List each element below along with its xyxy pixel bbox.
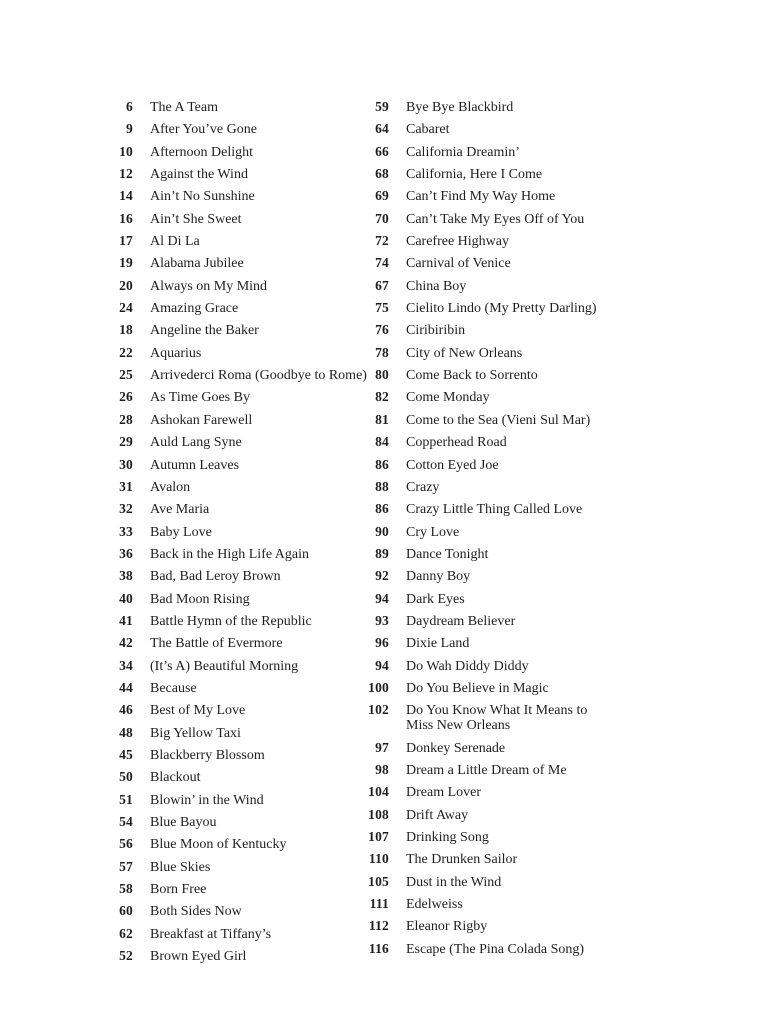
index-entry: [359, 121, 606, 137]
song-page-number: 112: [368, 918, 389, 934]
song-title: Because: [150, 680, 197, 696]
song-title: Aquarius: [150, 345, 202, 361]
song-title: Back in the High Life Again: [150, 546, 310, 562]
song-title: China Boy: [406, 278, 467, 294]
song-page-number: 52: [119, 948, 133, 964]
song-title: Big Yellow Taxi: [150, 725, 241, 741]
index-entry: [359, 322, 606, 338]
song-page-number: 104: [368, 784, 389, 800]
index-entry: [103, 278, 385, 294]
index-entry: [359, 851, 606, 867]
index-entry: [359, 457, 606, 473]
index-entry: [359, 784, 606, 800]
song-title: Always on My Mind: [150, 278, 268, 294]
song-title: Escape (The Pina Colada Song): [406, 941, 585, 957]
index-entry: [103, 457, 385, 473]
song-page-number: 48: [119, 724, 133, 740]
song-title: After You’ve Gone: [150, 122, 257, 138]
song-page-number: 110: [368, 851, 389, 867]
index-entry: [359, 300, 606, 316]
song-page-number: 46: [119, 702, 133, 718]
song-title: Dark Eyes: [406, 591, 465, 607]
index-entry: [103, 501, 385, 517]
song-title: Donkey Serenade: [406, 740, 506, 756]
index-entry: [103, 635, 385, 651]
song-title: Amazing Grace: [150, 301, 239, 317]
song-title: Baby Love: [150, 524, 212, 540]
index-entry: [103, 725, 385, 741]
index-entry: [359, 345, 606, 361]
song-title: Al Di La: [150, 234, 200, 250]
index-entry: [359, 874, 606, 890]
index-entry: [103, 524, 385, 540]
index-entry: [359, 613, 606, 629]
index-entry: [359, 918, 606, 934]
song-title: City of New Orleans: [406, 345, 523, 361]
song-page-number: 36: [119, 545, 133, 561]
song-title: (It’s A) Beautiful Morning: [150, 658, 299, 674]
song-page-number: 10: [119, 143, 133, 159]
song-page-number: 29: [119, 434, 133, 450]
index-entry: [103, 769, 385, 785]
index-entry: [359, 99, 606, 115]
song-page-number: 62: [119, 925, 133, 941]
song-page-number: 116: [368, 940, 389, 956]
song-title: Breakfast at Tiffany’s: [150, 926, 272, 942]
song-page-number: 50: [119, 769, 133, 785]
song-title: Cotton Eyed Joe: [406, 457, 499, 473]
index-entry: [103, 211, 385, 227]
song-page-number: 57: [119, 858, 133, 874]
song-page-number: 84: [375, 434, 389, 450]
song-title: Bad Moon Rising: [150, 591, 250, 607]
index-entry: [103, 188, 385, 204]
song-title: Do You Know What It Means to Miss New Orleans: [406, 703, 588, 734]
song-page-number: 75: [375, 300, 389, 316]
song-page-number: 68: [375, 166, 389, 182]
song-page-number: 28: [119, 411, 133, 427]
song-page-number: 32: [119, 501, 133, 517]
song-page-number: 69: [375, 188, 389, 204]
song-page-number: 108: [368, 806, 389, 822]
index-entry: [103, 881, 385, 897]
song-page-number: 44: [119, 679, 133, 695]
song-title: Drinking Song: [406, 830, 489, 845]
song-page-number: 105: [368, 873, 389, 889]
index-entry: [103, 434, 385, 450]
index-entry: [103, 792, 385, 808]
index-entry: [359, 807, 606, 823]
index-entry: [103, 389, 385, 405]
index-entry: [103, 680, 385, 696]
song-page-number: 34: [119, 657, 133, 673]
index-column-right: [359, 99, 606, 963]
song-title: Autumn Leaves: [150, 457, 240, 473]
index-entry: [359, 941, 606, 957]
index-entry: [103, 613, 385, 629]
index-entry: [103, 926, 385, 942]
index-entry: [103, 658, 385, 674]
song-title: Avalon: [150, 479, 191, 495]
song-title: Best of My Love: [150, 703, 246, 719]
song-page-number: 17: [119, 233, 133, 249]
song-page-number: 40: [119, 590, 133, 606]
song-title: The Drunken Sailor: [406, 852, 518, 868]
index-entry: [359, 211, 606, 227]
song-page-number: 92: [375, 568, 389, 584]
song-title: Cry Love: [406, 524, 460, 540]
index-entry: [359, 740, 606, 756]
index-entry: [359, 680, 606, 696]
index-entry: [359, 896, 606, 912]
index-entry: [103, 367, 385, 383]
song-title: Carefree Highway: [406, 234, 510, 250]
song-page-number: 58: [119, 881, 133, 897]
song-page-number: 19: [119, 255, 133, 271]
song-page-number: 30: [119, 456, 133, 472]
song-title: Blue Bayou: [150, 815, 217, 830]
song-page-number: 26: [119, 389, 133, 405]
index-entry: [103, 836, 385, 852]
song-title: As Time Goes By: [150, 390, 250, 406]
index-entry: [103, 479, 385, 495]
index-entry: [359, 255, 606, 271]
song-title: Dixie Land: [406, 636, 470, 652]
song-page-number: 80: [375, 367, 389, 383]
song-page-number: 90: [375, 523, 389, 539]
index-entry: [359, 568, 606, 584]
index-entry: [103, 144, 385, 160]
song-title: Blue Moon of Kentucky: [150, 837, 287, 853]
song-title: California, Here I Come: [406, 167, 543, 183]
index-entry: [359, 166, 606, 182]
song-title: Do Wah Diddy Diddy: [406, 658, 529, 674]
index-entry: [359, 188, 606, 204]
song-page-number: 12: [119, 166, 133, 182]
song-page-number: 22: [119, 344, 133, 360]
song-page-number: 60: [119, 903, 133, 919]
song-page-number: 111: [369, 896, 389, 912]
song-title: Ain’t She Sweet: [150, 211, 242, 227]
song-title: Dust in the Wind: [406, 874, 502, 890]
song-page-number: 72: [375, 233, 389, 249]
index-entry: [359, 434, 606, 450]
song-title: Blackout: [150, 770, 201, 786]
index-entry: [359, 412, 606, 428]
song-title: Crazy Little Thing Called Love: [406, 502, 583, 518]
index-entry: [359, 479, 606, 495]
index-entry: [103, 233, 385, 249]
song-title: Can’t Take My Eyes Off of You: [406, 211, 585, 227]
song-page-number: 78: [375, 344, 389, 360]
index-entry: [359, 762, 606, 778]
song-page-number: 70: [375, 210, 389, 226]
song-page-number: 41: [119, 612, 133, 628]
song-page-number: 82: [375, 389, 389, 405]
song-page-number: 56: [119, 836, 133, 852]
song-page-number: 102: [368, 702, 389, 718]
song-page-number: 81: [375, 411, 389, 427]
song-page-number: 93: [375, 612, 389, 628]
song-title: Blue Skies: [150, 859, 211, 875]
song-title: Bye Bye Blackbird: [406, 100, 514, 115]
song-page-number: 25: [119, 367, 133, 383]
song-title: Angeline the Baker: [150, 323, 259, 339]
song-page-number: 89: [375, 545, 389, 561]
song-page-number: 20: [119, 277, 133, 293]
song-title: Come to the Sea (Vieni Sul Mar): [406, 412, 591, 428]
song-title: Arrivederci Roma (Goodbye to Rome): [150, 368, 367, 384]
song-page-number: 98: [375, 761, 389, 777]
song-title: Afternoon Delight: [150, 144, 254, 160]
song-title: Eleanor Rigby: [406, 919, 488, 935]
index-entry: [359, 278, 606, 294]
index-entry: [103, 99, 385, 115]
song-title: Bad, Bad Leroy Brown: [150, 569, 281, 585]
song-title: Can’t Find My Way Home: [406, 189, 556, 205]
song-page-number: 18: [119, 322, 133, 338]
song-page-number: 88: [375, 478, 389, 494]
index-entry: [359, 635, 606, 651]
song-page-number: 76: [375, 322, 389, 338]
index-entry: [359, 389, 606, 405]
song-page-number: 97: [375, 739, 389, 755]
index-entry: [103, 702, 385, 718]
song-page-number: 6: [126, 99, 133, 114]
song-title: Carnival of Venice: [406, 256, 511, 272]
song-page-number: 64: [375, 121, 389, 137]
song-page-number: 67: [375, 277, 389, 293]
song-page-number: 54: [119, 814, 133, 829]
song-title: Danny Boy: [406, 569, 471, 585]
song-title: Alabama Jubilee: [150, 256, 244, 272]
song-title: Ciribiribin: [406, 323, 466, 339]
song-title: Ave Maria: [150, 502, 210, 518]
song-title: Blowin’ in the Wind: [150, 792, 264, 808]
song-title: Against the Wind: [150, 167, 248, 183]
song-page-number: 33: [119, 523, 133, 539]
index-entry: [359, 591, 606, 607]
index-entry: [359, 144, 606, 160]
song-title: The Battle of Evermore: [150, 636, 283, 652]
song-page-number: 59: [375, 99, 389, 114]
song-page-number: 94: [375, 657, 389, 673]
index-entry: [359, 367, 606, 383]
index-entry: [103, 903, 385, 919]
song-title: Drift Away: [406, 807, 469, 823]
song-title: California Dreamin’: [406, 144, 520, 160]
song-title: Daydream Believer: [406, 613, 516, 629]
song-title: Crazy: [406, 479, 440, 495]
song-title: Edelweiss: [406, 897, 463, 913]
index-entry: [103, 255, 385, 271]
index-entry: [103, 948, 385, 964]
song-page-number: 66: [375, 143, 389, 159]
song-title: Born Free: [150, 882, 207, 898]
song-title: Dream Lover: [406, 785, 482, 801]
song-page-number: 24: [119, 300, 133, 316]
song-page-number: 86: [375, 456, 389, 472]
song-page-number: 100: [368, 679, 389, 695]
song-page-number: 107: [368, 829, 389, 844]
song-page-number: 96: [375, 635, 389, 651]
song-title: Dream a Little Dream of Me: [406, 762, 567, 778]
index-entry: [103, 412, 385, 428]
index-entry: [103, 546, 385, 562]
song-page-number: 94: [375, 590, 389, 606]
song-title: Auld Lang Syne: [150, 435, 242, 451]
song-page-number: 9: [126, 121, 133, 137]
index-entry: [103, 300, 385, 316]
song-title: Do You Believe in Magic: [406, 680, 549, 696]
index-entry: [359, 829, 606, 845]
song-page-number: 45: [119, 746, 133, 762]
index-entry: [359, 501, 606, 517]
index-entry: [103, 345, 385, 361]
index-entry: [103, 166, 385, 182]
song-title: Come Monday: [406, 390, 490, 406]
song-title: Cielito Lindo (My Pretty Darling): [406, 301, 597, 317]
index-entry: [359, 546, 606, 562]
index-entry: [103, 814, 385, 830]
song-title: Dance Tonight: [406, 546, 489, 562]
song-title: Cabaret: [406, 122, 450, 138]
song-title: Ain’t No Sunshine: [150, 189, 255, 205]
index-entry: [359, 702, 606, 733]
song-title: Ashokan Farewell: [150, 412, 253, 428]
song-page-number: 38: [119, 568, 133, 584]
song-page-number: 42: [119, 635, 133, 651]
song-page-number: 31: [119, 478, 133, 494]
song-title: Blackberry Blossom: [150, 747, 265, 763]
index-entry: [103, 322, 385, 338]
song-page-number: 14: [119, 188, 133, 204]
index-entry: [103, 747, 385, 763]
index-entry: [103, 591, 385, 607]
song-title: Brown Eyed Girl: [150, 949, 247, 965]
song-title: Copperhead Road: [406, 435, 507, 451]
index-entry: [103, 121, 385, 137]
index-entry: [359, 233, 606, 249]
song-page-number: 51: [119, 791, 133, 807]
song-page-number: 16: [119, 210, 133, 226]
song-page-number: 86: [375, 501, 389, 517]
song-page-number: 74: [375, 255, 389, 271]
index-entry: [359, 658, 606, 674]
song-title: Both Sides Now: [150, 904, 242, 920]
index-entry: [103, 568, 385, 584]
index-entry: [359, 524, 606, 540]
song-title: The A Team: [150, 100, 218, 115]
song-title: Battle Hymn of the Republic: [150, 613, 312, 629]
song-title: Come Back to Sorrento: [406, 368, 538, 384]
index-column-left: [103, 99, 385, 970]
index-entry: [103, 859, 385, 875]
